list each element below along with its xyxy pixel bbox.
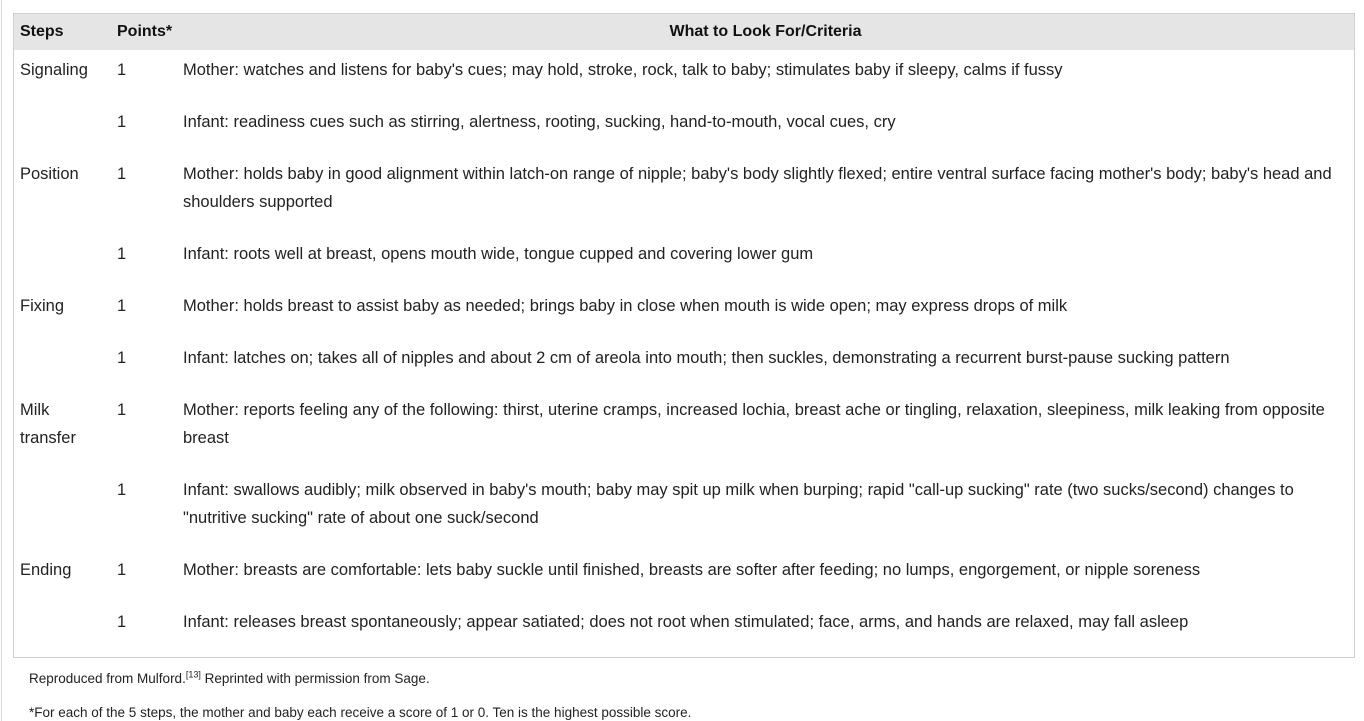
criteria-cell: Mother: holds breast to assist baby as needed; brings baby in close when mouth is wide open; may express drops of milk	[183, 297, 1068, 315]
table-body	[14, 50, 1354, 654]
criteria-cell: Mother: breasts are comfortable: lets baby suckle until finished, breasts are softer after feeding; no lumps, engorgement, or nipple soreness	[183, 561, 1201, 579]
points-cell: 1	[117, 613, 127, 631]
table-row	[14, 338, 1354, 390]
points-cell: 1	[117, 349, 127, 367]
points-cell: 1	[117, 165, 127, 183]
step-cell	[14, 338, 111, 390]
points-cell: 1	[117, 113, 127, 131]
table-row	[14, 286, 1354, 338]
table-row	[14, 390, 1354, 470]
points-cell: 1	[117, 401, 127, 419]
table-row	[14, 102, 1354, 154]
table-row	[14, 234, 1354, 286]
points-cell: 1	[117, 61, 127, 79]
table-row	[14, 602, 1354, 654]
header-points: Points*	[111, 14, 177, 50]
step-cell: Position	[20, 165, 79, 183]
source-prefix: Reproduced from Mulford.	[29, 671, 186, 686]
source-suffix: Reprinted with permission from Sage.	[200, 671, 430, 686]
header-criteria: What to Look For/Criteria	[177, 14, 1354, 50]
criteria-cell: Mother: reports feeling any of the following: thirst, uterine cramps, increased lochia, breast ache or tingling, relaxation, sleepiness, milk leaking from opposite breast	[183, 401, 1325, 447]
step-cell	[14, 602, 111, 654]
table-row	[14, 154, 1354, 234]
step-cell	[14, 234, 111, 286]
table-header	[14, 14, 1354, 50]
table-row	[14, 550, 1354, 602]
points-cell: 1	[117, 561, 127, 579]
criteria-cell: Infant: releases breast spontaneously; appear satiated; does not root when stimulated; face, arms, and hands are relaxed, may fall asleep	[183, 613, 1189, 631]
criteria-cell: Infant: latches on; takes all of nipples and about 2 cm of areola into mouth; then suckles, demonstrating a recurrent burst-pause sucking pattern	[183, 349, 1230, 367]
step-cell: Milk transfer	[20, 401, 76, 447]
step-cell: Fixing	[20, 297, 65, 315]
source-footnote	[29, 671, 430, 686]
points-cell: 1	[117, 481, 127, 499]
step-cell: Ending	[20, 561, 72, 579]
criteria-cell: Mother: holds baby in good alignment within latch-on range of nipple; baby's body slightly flexed; entire ventral surface facing mother's body; baby's head and shoulders supported	[183, 165, 1332, 211]
scoring-footnote: *For each of the 5 steps, the mother and baby each receive a score of 1 or 0. Ten is the highest possible score.	[29, 705, 692, 720]
reference-link[interactable]: [13]	[185, 669, 201, 680]
step-cell: Signaling	[20, 61, 88, 79]
criteria-cell: Infant: readiness cues such as stirring, alertness, rooting, sucking, hand-to-mouth, vocal cues, cry	[183, 113, 896, 131]
header-steps: Steps	[14, 14, 111, 50]
step-cell	[14, 470, 111, 550]
criteria-cell: Mother: watches and listens for baby's cues; may hold, stroke, rock, talk to baby; stimulates baby if sleepy, calms if fussy	[183, 61, 1063, 79]
points-cell: 1	[117, 297, 127, 315]
criteria-cell: Infant: swallows audibly; milk observed in baby's mouth; baby may spit up milk when burping; rapid "call-up sucking" rate (two sucks/second) changes to "nutritive sucking" rate of about one suck/second	[183, 481, 1294, 527]
criteria-cell: Infant: roots well at breast, opens mouth wide, tongue cupped and covering lower gum	[183, 245, 814, 263]
table-row	[14, 50, 1354, 102]
table-row	[14, 470, 1354, 550]
assessment-table-container	[13, 13, 1355, 658]
points-cell: 1	[117, 245, 127, 263]
left-divider	[1, 0, 2, 721]
step-cell	[14, 102, 111, 154]
breastfeeding-assessment-table	[14, 14, 1354, 654]
